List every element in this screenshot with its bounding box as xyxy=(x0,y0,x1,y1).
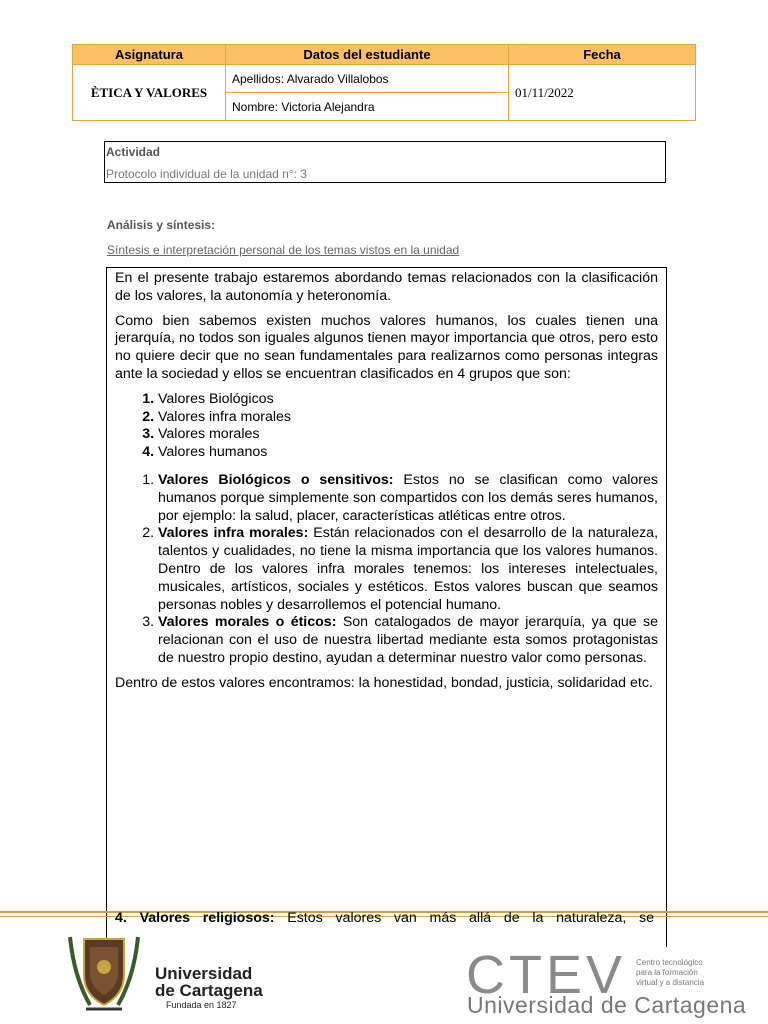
analysis-subtitle: Síntesis e interpretación personal de los temas vistos en la unidad xyxy=(107,243,460,257)
ctev-university-name: Universidad de Cartagena xyxy=(467,992,747,1018)
description: Están relacionados con el desarrollo de la naturaleza, talentos y cualidades, no tiene la misma importancia que los valores humanos. Dentro de los valores infra morales tenemos: los intereses intelectuales, musicales, artísticos, sociales y estéticos. Estos valores buscan que seamos personas nobles y desarrollemos el potencial humano. xyxy=(158,525,659,613)
header-table xyxy=(72,44,696,121)
subject-header: Asignatura xyxy=(73,45,226,65)
description: Son catalogados de mayor jerarquía, ya que se relacionan con el uso de nuestra libertad mediante esta somos protagonistas de nuestro propio destino, ayudan a determinar nuestro valor como personas. xyxy=(158,614,658,666)
list-item: 2. Valores infra morales xyxy=(158,409,658,427)
values-paragraph: Como bien sabemos existen muchos valores humanos, los cuales tienen una jerarquía, no todos son iguales algunos tienen mayor importancia que otros, pero esto no quiere decir que no sean fundamentales para realizarnos como personas integras ante la sociedad y ellos se encuentran clasificados en 4 grupos que son: xyxy=(115,312,658,382)
name-value: Nombre: Victoria Alejandra xyxy=(226,93,509,121)
list-item: 1. Valores Biológicos xyxy=(158,391,658,409)
term: Valores Biológicos o sensitivos: xyxy=(158,471,394,488)
list-item: 3. Valores morales xyxy=(158,426,658,444)
list-item: 4. Valores humanos xyxy=(158,444,658,462)
university-name: Universidad de Cartagena xyxy=(155,964,263,1000)
value-descriptions-list xyxy=(115,472,658,668)
term: Valores infra morales: xyxy=(158,525,309,542)
activity-text: Protocolo individual de la unidad n°: 3 xyxy=(106,167,307,181)
closing-paragraph: Dentro de estos valores encontramos: la honestidad, bondad, justicia, solidaridad etc. xyxy=(115,674,653,691)
subject-value: ÈTICA Y VALORES xyxy=(73,65,226,121)
list-item xyxy=(158,525,658,614)
date-header: Fecha xyxy=(509,45,696,65)
ctev-logo-text: CTEV xyxy=(466,945,627,1005)
term: Valores morales o éticos: xyxy=(158,614,337,631)
ctev-tagline: Centro tecnológico para la formación virtual y a distancia xyxy=(636,958,705,987)
list-item xyxy=(158,614,658,667)
activity-title: Actividad xyxy=(106,145,161,159)
item-4 xyxy=(115,910,654,928)
item-4-term: Valores religiosos: xyxy=(139,910,275,926)
activity-box xyxy=(104,141,666,183)
founded-text: Fundada en 1827 xyxy=(166,1000,237,1010)
list-item xyxy=(158,472,658,525)
surname-value: Apellidos: Alvarado Villalobos xyxy=(226,65,509,93)
item-4-number: 4. xyxy=(115,910,127,926)
description: Estos no se clasifican como valores humanos porque simplemente son compartidos con los demás seres humanos, por ejemplo: la salud, placer, características atléticas entre otros. xyxy=(158,471,658,524)
content-box xyxy=(106,267,667,947)
value-groups-list xyxy=(115,391,658,462)
intro-paragraph: En el presente trabajo estaremos abordando temas relacionados con la clasificación de los valores, la autonomía y heteronomía. xyxy=(115,270,658,304)
student-header: Datos del estudiante xyxy=(226,45,509,65)
date-value: 01/11/2022 xyxy=(509,65,696,121)
analysis-title: Análisis y síntesis: xyxy=(107,218,216,232)
item-4-text: Estos valores van más allá de la naturaleza, se xyxy=(274,910,654,926)
